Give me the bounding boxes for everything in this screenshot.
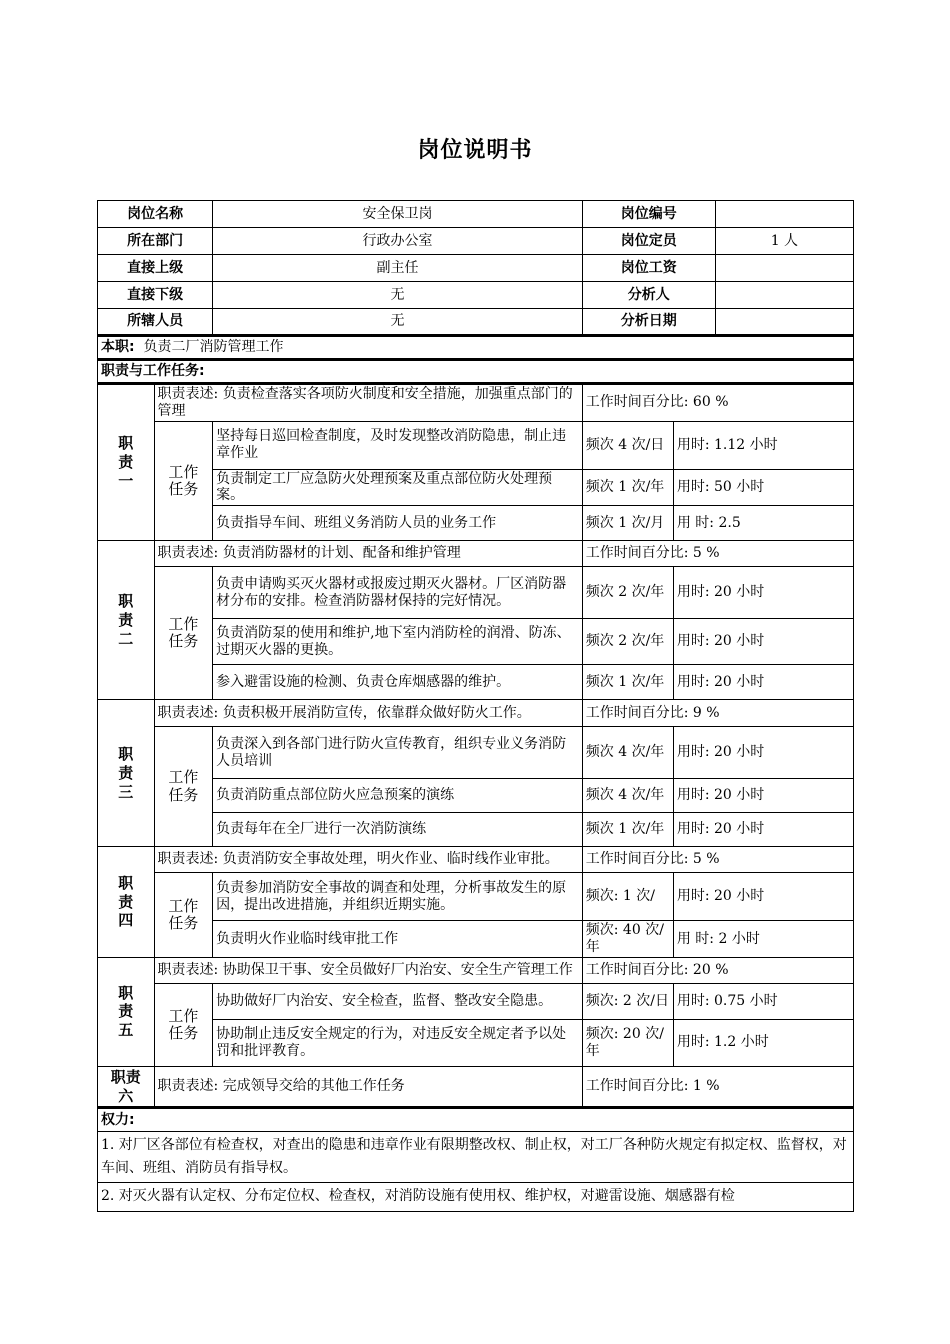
- task-text: 负责消防重点部位防火应急预案的演练: [213, 779, 583, 813]
- analysis-date-label: 分析日期: [582, 309, 715, 336]
- analyst-value: [715, 282, 853, 309]
- rights-heading: 权力:: [98, 1108, 854, 1132]
- task-frequency: 频次 4 次/年: [582, 727, 673, 779]
- task-label: 工作 任务: [154, 983, 213, 1066]
- task-text: 负责申请购买灭火器材或报废过期灭火器材。厂区消防器材分布的安排。检查消防器材保持的完好情况。: [213, 567, 583, 619]
- task-text: 参入避雷设施的检测、负责仓库烟感器的维护。: [213, 665, 583, 700]
- subordinate-label: 直接下级: [98, 282, 213, 309]
- task-text: 负责参加消防安全事故的调查和处理，分析事故发生的原因，提出改进措施，并组织近期实施。: [213, 873, 583, 921]
- task-frequency: 频次 1 次/年: [582, 469, 673, 506]
- task-time: 用时: 20 小时: [673, 813, 853, 847]
- headcount-label: 岗位定员: [582, 228, 715, 255]
- task-frequency: 频次 4 次/日: [582, 421, 673, 469]
- role-label: 本职:: [101, 339, 135, 356]
- task-text: 协助制止违反安全规定的行为，对违反安全规定者予以处罚和批评教育。: [213, 1019, 583, 1066]
- task-frequency: 频次 2 次/年: [582, 619, 673, 665]
- task-frequency: 频次 1 次/年: [582, 813, 673, 847]
- position-name-label: 岗位名称: [98, 201, 213, 228]
- task-time: 用时: 20 小时: [673, 727, 853, 779]
- task-text: 坚持每日巡回检查制度，及时发现整改消防隐患，制止违章作业: [213, 421, 583, 469]
- staff-label: 所辖人员: [98, 309, 213, 336]
- duty-label: 职 责 四: [98, 847, 155, 958]
- task-label: 工作 任务: [154, 727, 213, 847]
- duty-label: 职 责 二: [98, 541, 155, 700]
- rights-item: 1. 对厂区各部位有检查权，对查出的隐患和违章作业有限期整改权、制止权，对工厂各种防火规定有拟定权、监督权，对车间、班组、消防员有指导权。: [98, 1132, 854, 1183]
- task-time: 用时: 1.12 小时: [673, 421, 853, 469]
- task-time: 用 时: 2.5: [673, 506, 853, 541]
- subordinate-value: 无: [213, 282, 583, 309]
- duty-description: 职责表述: 协助保卫干事、安全员做好厂内治安、安全生产管理工作: [154, 957, 582, 983]
- task-label: 工作 任务: [154, 873, 213, 958]
- task-text: 协助做好厂内治安、安全检查，监督、整改安全隐患。: [213, 983, 583, 1019]
- task-time: 用时: 20 小时: [673, 873, 853, 921]
- duty-label: 职 责 三: [98, 700, 155, 847]
- task-text: 负责指导车间、班组义务消防人员的业务工作: [213, 506, 583, 541]
- analysis-date-value: [715, 309, 853, 336]
- task-frequency: 频次: 2 次/日: [582, 983, 673, 1019]
- duty-label: 职 责 五: [98, 957, 155, 1066]
- role-text: 负责二厂消防管理工作: [143, 339, 284, 356]
- task-frequency: 频次: 20 次/年: [582, 1019, 673, 1066]
- salary-label: 岗位工资: [582, 255, 715, 282]
- task-time: 用 时: 2 小时: [673, 921, 853, 958]
- position-name-value: 安全保卫岗: [213, 201, 583, 228]
- superior-value: 副主任: [213, 255, 583, 282]
- task-text: 负责深入到各部门进行防火宣传教育，组织专业义务消防人员培训: [213, 727, 583, 779]
- staff-value: 无: [213, 309, 583, 336]
- task-time: 用时: 20 小时: [673, 567, 853, 619]
- task-frequency: 频次 4 次/年: [582, 779, 673, 813]
- duty-description: 职责表述: 完成领导交给的其他工作任务: [154, 1066, 582, 1108]
- task-time: 用时: 0.75 小时: [673, 983, 853, 1019]
- duty-label: 职责 六: [98, 1066, 155, 1108]
- duty-time-percent: 工作时间百分比: 5 %: [582, 847, 853, 873]
- duty-description: 职责表述: 负责消防器材的计划、配备和维护管理: [154, 541, 582, 567]
- superior-label: 直接上级: [98, 255, 213, 282]
- task-frequency: 频次 2 次/年: [582, 567, 673, 619]
- task-time: 用时: 20 小时: [673, 619, 853, 665]
- duty-label: 职 责 一: [98, 384, 155, 541]
- page-title: 岗位说明书: [417, 138, 533, 163]
- duty-time-percent: 工作时间百分比: 5 %: [582, 541, 853, 567]
- task-frequency: 频次: 1 次/: [582, 873, 673, 921]
- position-code-label: 岗位编号: [582, 201, 715, 228]
- role-row: [98, 336, 854, 360]
- task-text: 负责制定工厂应急防火处理预案及重点部位防火处理预案。: [213, 469, 583, 506]
- department-label: 所在部门: [98, 228, 213, 255]
- task-text: 负责每年在全厂进行一次消防演练: [213, 813, 583, 847]
- task-frequency: 频次: 40 次/年: [582, 921, 673, 958]
- duty-time-percent: 工作时间百分比: 20 %: [582, 957, 853, 983]
- salary-value: [715, 255, 853, 282]
- duty-time-percent: 工作时间百分比: 1 %: [582, 1066, 853, 1108]
- task-time: 用时: 20 小时: [673, 665, 853, 700]
- task-time: 用时: 1.2 小时: [673, 1019, 853, 1066]
- task-time: 用时: 50 小时: [673, 469, 853, 506]
- task-text: 负责消防泵的使用和维护,地下室内消防栓的润滑、防冻、过期灭火器的更换。: [213, 619, 583, 665]
- department-value: 行政办公室: [213, 228, 583, 255]
- headcount-value: 1 人: [715, 228, 853, 255]
- duty-description: 职责表述: 负责消防安全事故处理，明火作业、临时线作业审批。: [154, 847, 582, 873]
- rights-item: 2. 对灭火器有认定权、分布定位权、检查权，对消防设施有使用权、维护权，对避雷设施、烟感器有检: [98, 1183, 854, 1211]
- task-text: 负责明火作业临时线审批工作: [213, 921, 583, 958]
- task-frequency: 频次 1 次/月: [582, 506, 673, 541]
- analyst-label: 分析人: [582, 282, 715, 309]
- task-time: 用时: 20 小时: [673, 779, 853, 813]
- task-label: 工作 任务: [154, 421, 213, 541]
- task-frequency: 频次 1 次/年: [582, 665, 673, 700]
- duty-description: 职责表述: 负责检查落实各项防火制度和安全措施，加强重点部门的管理: [154, 384, 582, 422]
- duty-description: 职责表述: 负责积极开展消防宣传，依靠群众做好防火工作。: [154, 700, 582, 727]
- position-code-value: [715, 201, 853, 228]
- duty-time-percent: 工作时间百分比: 9 %: [582, 700, 853, 727]
- job-description-table: [97, 200, 854, 1212]
- duties-heading: 职责与工作任务:: [98, 360, 854, 384]
- task-label: 工作 任务: [154, 567, 213, 700]
- duty-time-percent: 工作时间百分比: 60 %: [582, 384, 853, 422]
